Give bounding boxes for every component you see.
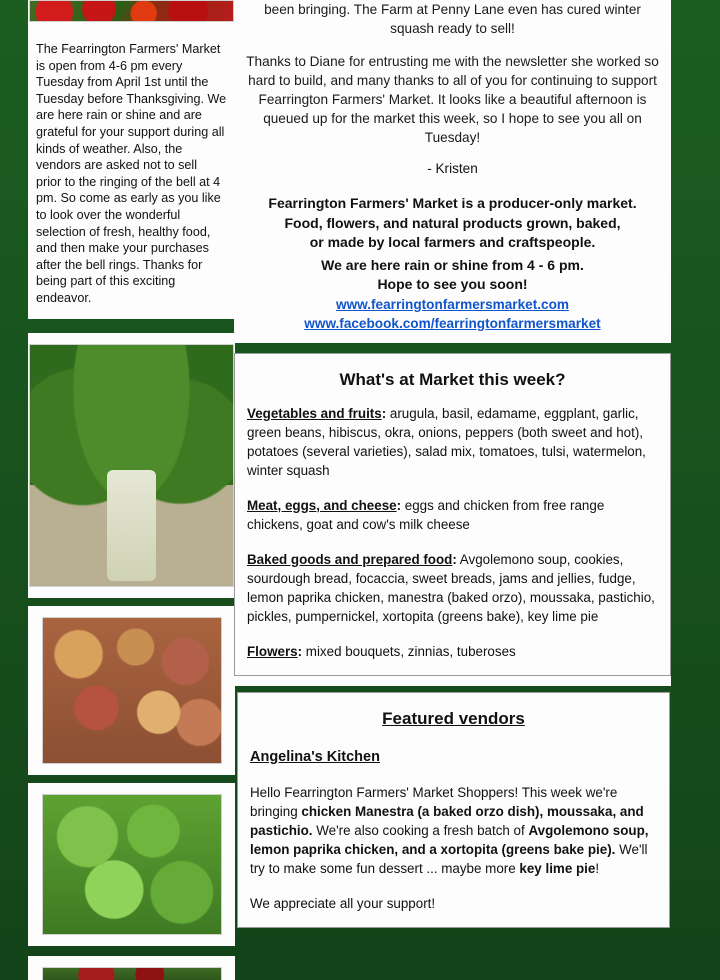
category-sep-vegetables: : <box>381 405 387 421</box>
promo-line-2: Food, flowers, and natural products grown, baked, <box>284 214 621 231</box>
market-row <box>247 550 658 626</box>
left-gap-1 <box>28 319 235 333</box>
category-label-baked: Baked goods and prepared food <box>247 551 453 567</box>
category-sep-meat: : <box>396 497 402 513</box>
peppers-photo <box>29 0 234 22</box>
vendor-text-e: We'll try to make some fun dessert ... maybe more <box>250 841 648 876</box>
berries-photo <box>42 967 222 980</box>
category-label-meat: Meat, eggs, and cheese <box>247 497 397 513</box>
category-items-baked: Avgolemono soup, cookies, sourdough bread, focaccia, sweet breads, jams and jellies, fudge, lemon paprika chicken, manestra (baked orzo), moussaka, pastichio, pickles, pumpernickel, xortopita (greens bake), key lime pie <box>247 551 655 624</box>
category-items-flowers: mixed bouquets, zinnias, tuberoses <box>302 643 516 659</box>
whats-at-market-card <box>234 353 671 676</box>
category-sep-baked: : <box>452 551 457 567</box>
left-column <box>28 0 235 980</box>
letter-paragraph-1: been bringing. The Farm at Penny Lane even has cured winter squash ready to sell! <box>264 2 641 36</box>
category-items-vegetables: arugula, basil, edamame, eggplant, garlic, green beans, hibiscus, okra, onions, peppers (both sweet and hot), potatoes (several varieties), salad mix, tomatoes, tulsi, watermelon, winter squash <box>247 405 646 478</box>
vendor-text-d: Avgolemono soup, lemon paprika chicken, and a xortopita (greens bake pie). <box>250 822 649 857</box>
berries-photo-container <box>28 956 235 980</box>
vendor-description <box>250 783 657 878</box>
letter-signature: - Kristen <box>427 161 478 176</box>
left-gap-4 <box>28 946 235 956</box>
whats-at-market-title: What's at Market this week? <box>339 369 566 389</box>
peppers-photo-container <box>28 0 235 31</box>
market-hours-info <box>28 31 235 319</box>
category-label-vegetables: Vegetables and fruits <box>247 405 382 421</box>
swiss-chard-photo <box>29 344 234 587</box>
vendor-text-b: chicken Manestra (a baked orzo dish), moussaka, and pastichio. <box>250 803 644 838</box>
market-hours-text-2: prior to the ringing of the bell at 4 pm. So come as early as you like to look over the wonderful selection of fresh, healthy food, and then make your purchases after the bell rings. Thanks for being part of this exciting endeavor. <box>36 174 221 305</box>
right-gap-1 <box>234 343 671 353</box>
market-row <box>247 496 658 534</box>
letter-paragraph-2: Thanks to Diane for entrusting me with the newsletter she worked so hard to build, and many thanks to all of you for continuing to support Fearrington Farmers' Market. It looks like a beautiful afternoon is queued up for the market this week, so I hope to see you all on Tuesday! <box>246 54 659 145</box>
promo-line-3: or made by local farmers and craftspeople. <box>309 234 596 250</box>
lettuce-photo-container <box>28 783 235 946</box>
category-items-meat: eggs and chicken from free range chickens, goat and cow's milk cheese <box>247 497 605 532</box>
website-link[interactable]: www.fearringtonfarmersmarket.com <box>336 296 569 312</box>
potatoes-photo <box>42 617 222 764</box>
vendor-text-c: We're also cooking a fresh batch of <box>312 822 529 838</box>
lettuce-photo <box>42 794 222 935</box>
facebook-link[interactable]: www.facebook.com/fearringtonfarmersmarket <box>304 315 601 331</box>
market-row <box>247 642 658 661</box>
category-sep-flowers: : <box>297 643 303 659</box>
vendor-text-f: key lime pie <box>519 860 596 876</box>
featured-vendors-card <box>237 692 670 928</box>
market-promo-block <box>244 194 661 335</box>
promo-line-1: Fearrington Farmers' Market is a producer-only market. <box>268 195 637 211</box>
vendor-thanks: We appreciate all your support! <box>250 895 436 911</box>
market-row <box>247 404 658 480</box>
right-column <box>234 0 671 928</box>
promo-line-4: We are here rain or shine from 4 - 6 pm. <box>321 256 584 273</box>
market-hours-text-1: The Fearrington Farmers' Market is open from 4-6 pm every Tuesday from April 1st until the Tuesday before Thanksgiving. We are here rain or shine and are grateful for your support during all kinds of weather. Also, the vendors are asked not to sell <box>36 42 227 173</box>
swiss-chard-photo-container <box>28 333 235 598</box>
card-separator-strip <box>234 676 671 686</box>
vendor-text-a: Hello Fearrington Farmers' Market Shoppers! This week we're bringing <box>250 784 618 819</box>
potatoes-photo-container <box>28 606 235 775</box>
vendor-text-g: ! <box>595 860 600 876</box>
category-label-flowers: Flowers <box>247 643 298 659</box>
promo-line-5: Hope to see you soon! <box>377 276 528 292</box>
featured-vendors-title: Featured vendors <box>382 708 525 728</box>
left-gap-2 <box>28 598 235 606</box>
vendor-name-angelinas-kitchen: Angelina's Kitchen <box>250 748 380 765</box>
newsletter-letter <box>234 0 671 343</box>
left-gap-3 <box>28 775 235 783</box>
letter-body <box>244 0 661 147</box>
